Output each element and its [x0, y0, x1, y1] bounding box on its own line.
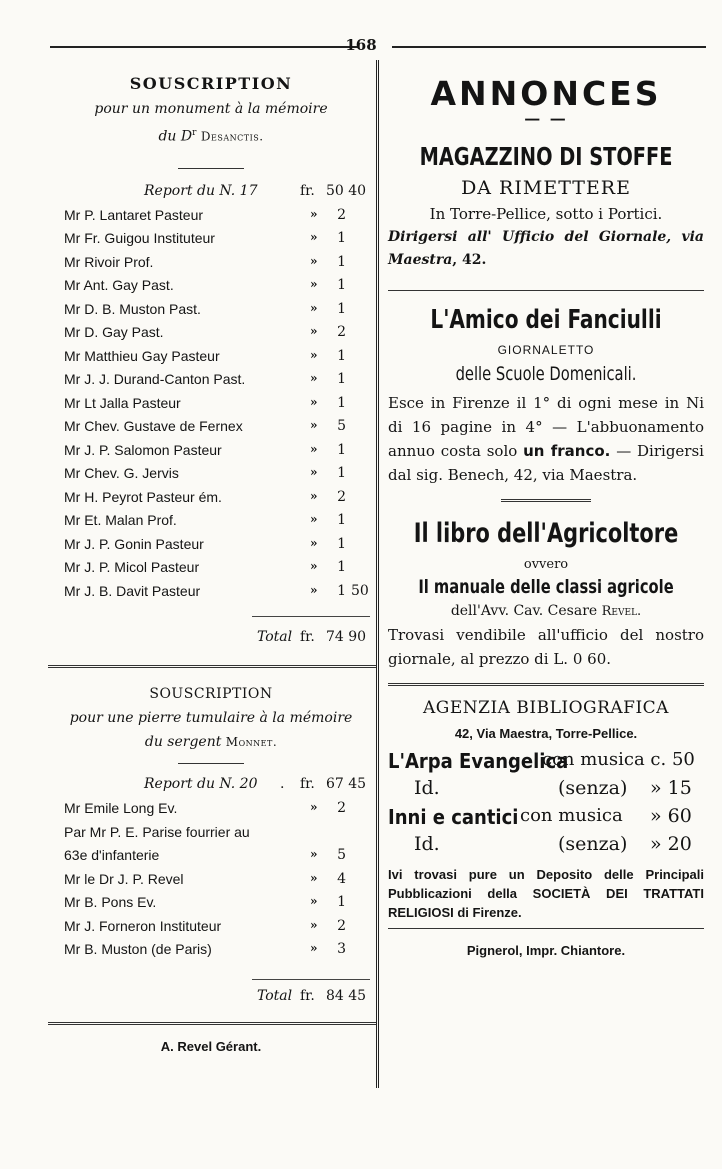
donor-q: »	[310, 394, 318, 409]
ad-separator	[388, 290, 704, 291]
ad-title: MAGAZZINO DI STOFFE	[419, 142, 673, 171]
ad-title: Il libro dell'Agricoltore	[413, 518, 679, 549]
ad-direction: Dirigersi all' Ufficio del Giornale, via Maestra, 42.	[388, 229, 704, 268]
price-row: Id. (senza) » 15	[414, 777, 692, 799]
donor-name: Mr J. B. Davit Pasteur	[64, 582, 201, 599]
ad-text: Trovasi vendibile all'ufficio del nostro giornale, al prezzo di L. 0 60.	[388, 626, 704, 668]
donor-row	[52, 230, 370, 254]
donor-name: Mr B. Muston (de Paris)	[64, 941, 212, 958]
donor-row	[52, 512, 370, 536]
donor-a: 1	[337, 253, 346, 270]
donor-row	[52, 418, 370, 442]
printer-line: Pignerol, Impr. Chiantore.	[466, 943, 626, 958]
donor-q: »	[310, 535, 318, 550]
donor-a: 1	[337, 465, 346, 482]
right-column	[388, 74, 704, 958]
donor-a: 4	[337, 870, 346, 887]
donor-a: 2	[337, 324, 346, 341]
ad-subtitle: DA RIMETTERE	[461, 177, 631, 199]
ad-text: Esce in Firenze il 1° di ogni mese in Ni di 16 pagine in 4° — L'abbuonamento annuo costa solo un franco. — Dirigersi dal sig. Benech, 42, via Maestra.	[388, 394, 704, 484]
ad-separator	[388, 683, 704, 686]
donor-a: 2	[337, 488, 346, 505]
donor-row	[52, 371, 370, 395]
ad-subtitle-2: delle Scuole Domenicali.	[455, 363, 637, 385]
donor-name: 63e d'infanterie	[64, 847, 160, 864]
donor-q: »	[310, 324, 318, 339]
donor-name: Mr Ant. Gay Past.	[64, 277, 174, 294]
donor-name: Mr Emile Long Ev.	[64, 800, 178, 817]
sum-rule	[252, 616, 370, 617]
donor-q: »	[310, 488, 318, 503]
donor-q: »	[310, 347, 318, 362]
donor-list	[52, 207, 370, 607]
donor-row	[52, 324, 370, 348]
annonces-heading: ANNONCES	[430, 74, 662, 113]
ad-subtitle: Il manuale delle classi agricole	[418, 576, 674, 598]
donor-a: 1	[337, 371, 346, 388]
ad-magazzino	[388, 142, 704, 272]
ad-ovvero: ovvero	[523, 557, 569, 572]
donor-a: 1	[337, 535, 346, 552]
donor-row	[52, 254, 370, 278]
donor-name: Mr Matthieu Gay Pasteur	[64, 347, 220, 364]
donor-q: »	[310, 894, 318, 909]
donor-row	[52, 824, 370, 848]
donor-row	[52, 800, 370, 824]
ad-amico	[388, 305, 704, 487]
donor-name: Mr J. P. Salomon Pasteur	[64, 441, 222, 458]
ad-author: dell'Avv. Cav. Cesare Revel.	[450, 603, 642, 619]
donor-name: Mr Chev. G. Jervis	[64, 465, 179, 482]
donor-row	[52, 918, 370, 942]
donor-row	[52, 207, 370, 231]
ad-separator-short	[501, 499, 591, 502]
ad-subtitle: GIORNALETTO	[497, 343, 595, 357]
donor-q: »	[310, 917, 318, 932]
donor-a: 2	[337, 917, 346, 934]
donor-name: Mr Fr. Guigou Instituteur	[64, 230, 215, 247]
donor-a: 5	[337, 418, 346, 435]
donor-name: Mr le Dr J. P. Revel	[64, 870, 184, 887]
donor-q: »	[310, 441, 318, 456]
donor-q: »	[310, 800, 318, 815]
ad-title: AGENZIA BIBLIOGRAFICA	[423, 698, 669, 718]
ad-line: In Torre-Pellice, sotto i Portici.	[429, 205, 663, 223]
donor-row	[52, 894, 370, 918]
donor-a: 1	[337, 894, 346, 911]
subscription-subtitle-2: du sergent Monnet.	[144, 734, 278, 751]
donor-q: »	[310, 300, 318, 315]
donor-a: 2	[337, 206, 346, 223]
donor-a: 1	[337, 230, 346, 247]
donor-name: Mr J. P. Micol Pasteur	[64, 559, 200, 576]
page-number: 168	[345, 36, 377, 54]
gerant-line: A. Revel Gérant.	[160, 1038, 262, 1054]
donor-q: »	[310, 512, 318, 527]
donor-row	[52, 277, 370, 301]
ad-text: Ivi trovasi pure un Deposito delle Principali Pubblicazioni della SOCIETÀ DEI TRATTATI RELIGIOSI di Firenze.	[388, 867, 704, 920]
donor-a: 1	[337, 559, 346, 576]
price-row: Id. (senza) » 20	[414, 833, 692, 855]
subscription-tombstone	[52, 686, 370, 1010]
donor-a: 2	[337, 800, 346, 817]
ad-address: 42, Via Maestra, Torre-Pellice.	[454, 726, 638, 741]
donor-name: Mr J. P. Gonin Pasteur	[64, 535, 204, 552]
subscription-subtitle-2: du $D^r$ Desanctis.	[158, 128, 264, 145]
donor-row	[52, 941, 370, 965]
donor-row	[52, 847, 370, 871]
donor-q: »	[310, 559, 318, 574]
section-double-rule	[48, 1022, 376, 1025]
donor-name: Mr J. Forneron Instituteur	[64, 917, 222, 934]
donor-a: 1	[337, 347, 346, 364]
donor-q: »	[310, 582, 318, 597]
donor-row	[52, 395, 370, 419]
sum-rule	[252, 979, 370, 980]
ad-title: L'Amico dei Fanciulli	[430, 305, 662, 335]
donor-name: Mr D. B. Muston Past.	[64, 300, 201, 317]
donor-row	[52, 442, 370, 466]
donor-q: »	[310, 418, 318, 433]
donor-a: 1	[337, 394, 346, 411]
donor-name: Mr Rivoir Prof.	[64, 253, 154, 270]
donor-a: 1	[337, 300, 346, 317]
donor-row	[52, 583, 370, 607]
total-line: Total fr. 74 90	[257, 629, 367, 646]
section-dash	[178, 763, 244, 764]
total-line: Total fr. 84 45	[257, 987, 367, 1004]
donor-name: Mr Et. Malan Prof.	[64, 512, 177, 529]
donor-a: 1	[337, 277, 346, 294]
subscription-subtitle: pour une pierre tumulaire à la mémoire	[69, 710, 353, 727]
ad-separator	[388, 928, 704, 929]
donor-name: Mr H. Peyrot Pasteur ém.	[64, 488, 222, 505]
price-row: Inni e cantici con musica » 60	[388, 805, 692, 829]
donor-q: »	[310, 277, 318, 292]
section-double-rule	[48, 665, 376, 668]
donor-row	[52, 489, 370, 513]
donor-row	[52, 559, 370, 583]
ad-agenzia	[388, 698, 704, 922]
donor-name: Par Mr P. E. Parise fourrier au	[64, 823, 250, 840]
donor-name: Mr P. Lantaret Pasteur	[64, 206, 204, 223]
donor-row	[52, 348, 370, 372]
donor-row	[52, 301, 370, 325]
subscription-title: SOUSCRIPTION	[149, 686, 273, 703]
report-line: Report du N. 20 . fr. 67 45	[144, 776, 367, 793]
donor-c: 50	[351, 582, 369, 599]
left-column	[52, 74, 370, 1054]
donor-q: »	[310, 253, 318, 268]
donor-a: 3	[337, 941, 346, 958]
donor-a: 1	[337, 582, 346, 599]
report-line: Report du N. 17 fr. 50 40	[144, 182, 367, 199]
subscription-title: SOUSCRIPTION	[129, 74, 293, 93]
donor-name: Mr B. Pons Ev.	[64, 894, 157, 911]
donor-q: »	[310, 371, 318, 386]
section-dash	[178, 168, 244, 169]
donor-name: Mr D. Gay Past.	[64, 324, 164, 341]
donor-name: Mr J. J. Durand-Canton Past.	[64, 371, 246, 388]
price-row: L'Arpa Evangelica con musica c. 50	[388, 749, 695, 773]
annonces-dash: — —	[524, 109, 568, 128]
donor-name: Mr Lt Jalla Pasteur	[64, 394, 181, 411]
donor-q: »	[310, 206, 318, 221]
column-divider	[376, 60, 379, 1088]
donor-name: Mr Chev. Gustave de Fernex	[64, 418, 243, 435]
donor-a: 5	[337, 847, 346, 864]
donor-row	[52, 871, 370, 895]
donor-a: 1	[337, 441, 346, 458]
donor-list	[52, 800, 370, 965]
donor-q: »	[310, 847, 318, 862]
ad-libro	[388, 518, 704, 671]
donor-q: »	[310, 941, 318, 956]
donor-q: »	[310, 465, 318, 480]
donor-row	[52, 536, 370, 560]
donor-q: »	[310, 230, 318, 245]
donor-a: 1	[337, 512, 346, 529]
subscription-monument	[52, 74, 370, 651]
donor-q: »	[310, 870, 318, 885]
donor-row	[52, 465, 370, 489]
subscription-subtitle: pour un monument à la mémoire	[94, 101, 328, 117]
